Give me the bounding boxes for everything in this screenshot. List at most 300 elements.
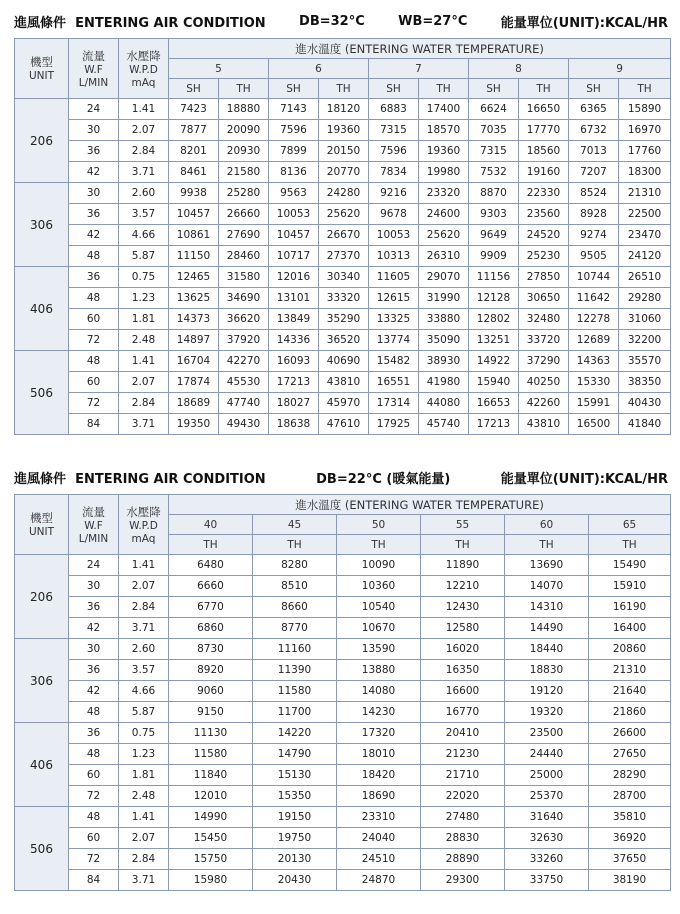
cooling-title-en: ENTERING AIR CONDITION [75, 15, 266, 31]
table-row [15, 183, 671, 204]
value-cell: 19120 [505, 681, 589, 702]
flow-cell: 36 [69, 204, 119, 225]
value-cell: 21710 [421, 765, 505, 786]
table-row [15, 702, 671, 723]
temp-header: 5 [169, 59, 269, 79]
flow-cell: 24 [69, 555, 119, 576]
value-cell: 16970 [619, 120, 671, 141]
value-cell: 9649 [469, 225, 519, 246]
value-cell: 9909 [469, 246, 519, 267]
value-cell: 23560 [519, 204, 569, 225]
value-cell: 35570 [619, 351, 671, 372]
flow-cell: 72 [69, 330, 119, 351]
flow-cell: 72 [69, 849, 119, 870]
value-cell: 8730 [169, 639, 253, 660]
value-cell: 21860 [589, 702, 671, 723]
flow-cell: 36 [69, 597, 119, 618]
wpd-cell: 2.60 [119, 639, 169, 660]
value-cell: 13251 [469, 330, 519, 351]
value-cell: 14310 [505, 597, 589, 618]
table-row [15, 786, 671, 807]
value-cell: 10744 [569, 267, 619, 288]
value-cell: 45530 [219, 372, 269, 393]
value-cell: 12210 [421, 576, 505, 597]
flow-cell: 30 [69, 576, 119, 597]
value-cell: 20930 [219, 141, 269, 162]
value-cell: 10457 [269, 225, 319, 246]
value-cell: 25280 [219, 183, 269, 204]
value-cell: 26670 [319, 225, 369, 246]
value-cell: 16400 [589, 618, 671, 639]
unit-cell: 206 [15, 99, 69, 183]
value-cell: 12278 [569, 309, 619, 330]
wpd-cell: 1.81 [119, 309, 169, 330]
wpd-cell: 1.81 [119, 765, 169, 786]
flow-cell: 84 [69, 414, 119, 435]
heating-db: DB=22°C (暖氣能量) [316, 471, 451, 487]
th-header: TH [419, 79, 469, 99]
value-cell: 14990 [169, 807, 253, 828]
th-header: TH [337, 535, 421, 555]
value-cell: 8280 [253, 555, 337, 576]
value-cell: 8928 [569, 204, 619, 225]
value-cell: 20150 [319, 141, 369, 162]
value-cell: 14897 [169, 330, 219, 351]
value-cell: 38190 [589, 870, 671, 891]
value-cell: 44080 [419, 393, 469, 414]
cooling-title-zh: 進風條件 [14, 15, 67, 31]
value-cell: 12465 [169, 267, 219, 288]
value-cell: 17213 [269, 372, 319, 393]
value-cell: 8510 [253, 576, 337, 597]
value-cell: 36620 [219, 309, 269, 330]
flow-cell: 36 [69, 267, 119, 288]
value-cell: 35290 [319, 309, 369, 330]
table-row [15, 288, 671, 309]
value-cell: 8770 [253, 618, 337, 639]
cooling-table [14, 38, 671, 435]
value-cell: 33880 [419, 309, 469, 330]
wpd-cell: 2.07 [119, 576, 169, 597]
flow-cell: 42 [69, 618, 119, 639]
th-header: TH [169, 535, 253, 555]
value-cell: 24870 [337, 870, 421, 891]
value-cell: 9060 [169, 681, 253, 702]
value-cell: 21230 [421, 744, 505, 765]
value-cell: 32630 [505, 828, 589, 849]
wpd-cell: 3.71 [119, 414, 169, 435]
table-row [15, 660, 671, 681]
sh-header: SH [269, 79, 319, 99]
value-cell: 37650 [589, 849, 671, 870]
th-header: TH [619, 79, 671, 99]
wpd-cell: 5.87 [119, 246, 169, 267]
heating-title-zh: 進風條件 [14, 471, 67, 487]
value-cell: 47740 [219, 393, 269, 414]
value-cell: 18830 [505, 660, 589, 681]
value-cell: 15910 [589, 576, 671, 597]
value-cell: 6883 [369, 99, 419, 120]
value-cell: 7315 [369, 120, 419, 141]
cooling-title [14, 12, 266, 31]
value-cell: 7899 [269, 141, 319, 162]
value-cell: 25000 [505, 765, 589, 786]
value-cell: 18420 [337, 765, 421, 786]
cooling-wb: WB=27°C [398, 13, 468, 29]
value-cell: 15490 [589, 555, 671, 576]
value-cell: 6660 [169, 576, 253, 597]
value-cell: 34690 [219, 288, 269, 309]
unit-cell: 406 [15, 267, 69, 351]
value-cell: 15940 [469, 372, 519, 393]
wpd-cell: 2.84 [119, 597, 169, 618]
flow-cell: 30 [69, 183, 119, 204]
table-row [15, 246, 671, 267]
value-cell: 27370 [319, 246, 369, 267]
temp-header: 65 [589, 515, 671, 535]
value-cell: 19360 [319, 120, 369, 141]
value-cell: 13325 [369, 309, 419, 330]
flow-cell: 48 [69, 702, 119, 723]
value-cell: 20410 [421, 723, 505, 744]
value-cell: 7596 [269, 120, 319, 141]
value-cell: 24280 [319, 183, 369, 204]
value-cell: 30340 [319, 267, 369, 288]
flow-cell: 42 [69, 681, 119, 702]
wpd-cell: 2.48 [119, 330, 169, 351]
flow-cell: 60 [69, 309, 119, 330]
value-cell: 14080 [337, 681, 421, 702]
wpd-cell: 1.41 [119, 99, 169, 120]
value-cell: 19750 [253, 828, 337, 849]
header-wpd: 水壓降 W.P.D mAq [119, 39, 169, 99]
value-cell: 32480 [519, 309, 569, 330]
value-cell: 16093 [269, 351, 319, 372]
value-cell: 28290 [589, 765, 671, 786]
value-cell: 14373 [169, 309, 219, 330]
value-cell: 11700 [253, 702, 337, 723]
value-cell: 18690 [337, 786, 421, 807]
th-header: TH [219, 79, 269, 99]
table-row [15, 576, 671, 597]
value-cell: 10053 [269, 204, 319, 225]
value-cell: 10717 [269, 246, 319, 267]
value-cell: 22020 [421, 786, 505, 807]
value-cell: 17874 [169, 372, 219, 393]
value-cell: 18010 [337, 744, 421, 765]
value-cell: 18638 [269, 414, 319, 435]
value-cell: 16704 [169, 351, 219, 372]
value-cell: 13690 [505, 555, 589, 576]
value-cell: 43810 [519, 414, 569, 435]
value-cell: 18880 [219, 99, 269, 120]
table-row [15, 225, 671, 246]
value-cell: 12689 [569, 330, 619, 351]
value-cell: 28700 [589, 786, 671, 807]
value-cell: 12010 [169, 786, 253, 807]
wpd-cell: 3.71 [119, 870, 169, 891]
unit-cell: 506 [15, 807, 69, 891]
table-row [15, 162, 671, 183]
flow-cell: 60 [69, 372, 119, 393]
table-row [15, 99, 671, 120]
value-cell: 8201 [169, 141, 219, 162]
flow-cell: 84 [69, 870, 119, 891]
heating-title-row [14, 466, 670, 488]
value-cell: 16653 [469, 393, 519, 414]
value-cell: 37290 [519, 351, 569, 372]
value-cell: 18689 [169, 393, 219, 414]
value-cell: 11150 [169, 246, 219, 267]
value-cell: 25370 [505, 786, 589, 807]
value-cell: 41980 [419, 372, 469, 393]
header-unit: 機型 UNIT [15, 495, 69, 555]
value-cell: 25620 [419, 225, 469, 246]
value-cell: 23310 [337, 807, 421, 828]
wpd-cell: 3.57 [119, 660, 169, 681]
value-cell: 32200 [619, 330, 671, 351]
flow-cell: 42 [69, 162, 119, 183]
temp-header: 9 [569, 59, 671, 79]
value-cell: 15750 [169, 849, 253, 870]
th-header: TH [319, 79, 369, 99]
value-cell: 7143 [269, 99, 319, 120]
flow-cell: 48 [69, 351, 119, 372]
value-cell: 15890 [619, 99, 671, 120]
value-cell: 22330 [519, 183, 569, 204]
header-flow: 流量 W.F L/MIN [69, 39, 119, 99]
value-cell: 13880 [337, 660, 421, 681]
value-cell: 15130 [253, 765, 337, 786]
value-cell: 42260 [519, 393, 569, 414]
table-row [15, 555, 671, 576]
value-cell: 38350 [619, 372, 671, 393]
value-cell: 24120 [619, 246, 671, 267]
value-cell: 14220 [253, 723, 337, 744]
heating-table [14, 494, 671, 891]
value-cell: 7834 [369, 162, 419, 183]
header-unit: 機型 UNIT [15, 39, 69, 99]
wpd-cell: 2.84 [119, 393, 169, 414]
value-cell: 18027 [269, 393, 319, 414]
value-cell: 16190 [589, 597, 671, 618]
flow-cell: 30 [69, 120, 119, 141]
table-row [15, 807, 671, 828]
value-cell: 26510 [619, 267, 671, 288]
value-cell: 29070 [419, 267, 469, 288]
wpd-cell: 3.71 [119, 162, 169, 183]
value-cell: 7035 [469, 120, 519, 141]
value-cell: 35090 [419, 330, 469, 351]
unit-cell: 506 [15, 351, 69, 435]
value-cell: 13625 [169, 288, 219, 309]
value-cell: 33750 [505, 870, 589, 891]
wpd-cell: 0.75 [119, 723, 169, 744]
wpd-cell: 2.07 [119, 828, 169, 849]
value-cell: 14490 [505, 618, 589, 639]
value-cell: 10670 [337, 618, 421, 639]
unit-cell: 306 [15, 639, 69, 723]
value-cell: 17314 [369, 393, 419, 414]
value-cell: 9678 [369, 204, 419, 225]
value-cell: 38930 [419, 351, 469, 372]
value-cell: 21580 [219, 162, 269, 183]
table-row [15, 393, 671, 414]
value-cell: 7423 [169, 99, 219, 120]
value-cell: 35810 [589, 807, 671, 828]
flow-cell: 48 [69, 246, 119, 267]
value-cell: 36920 [589, 828, 671, 849]
value-cell: 15330 [569, 372, 619, 393]
temp-header: 6 [269, 59, 369, 79]
value-cell: 31060 [619, 309, 671, 330]
value-cell: 9274 [569, 225, 619, 246]
value-cell: 6624 [469, 99, 519, 120]
value-cell: 13849 [269, 309, 319, 330]
heating-capacity-unit: 能量單位(UNIT):KCAL/HR [500, 471, 668, 487]
flow-cell: 30 [69, 639, 119, 660]
value-cell: 7877 [169, 120, 219, 141]
value-cell: 33260 [505, 849, 589, 870]
wpd-cell: 2.84 [119, 141, 169, 162]
value-cell: 10360 [337, 576, 421, 597]
value-cell: 19160 [519, 162, 569, 183]
header-flow: 流量 W.F L/MIN [69, 495, 119, 555]
table-row [15, 267, 671, 288]
value-cell: 28890 [421, 849, 505, 870]
value-cell: 27480 [421, 807, 505, 828]
flow-cell: 42 [69, 225, 119, 246]
flow-cell: 72 [69, 393, 119, 414]
value-cell: 33320 [319, 288, 369, 309]
value-cell: 23320 [419, 183, 469, 204]
value-cell: 10313 [369, 246, 419, 267]
value-cell: 20770 [319, 162, 369, 183]
value-cell: 12802 [469, 309, 519, 330]
value-cell: 13101 [269, 288, 319, 309]
th-header: TH [253, 535, 337, 555]
value-cell: 28830 [421, 828, 505, 849]
table-row [15, 765, 671, 786]
value-cell: 28460 [219, 246, 269, 267]
value-cell: 31580 [219, 267, 269, 288]
table-row [15, 372, 671, 393]
value-cell: 40690 [319, 351, 369, 372]
value-cell: 29280 [619, 288, 671, 309]
value-cell: 27850 [519, 267, 569, 288]
cooling-section [14, 10, 670, 435]
heating-title-en: ENTERING AIR CONDITION [75, 471, 266, 487]
wpd-cell: 1.23 [119, 744, 169, 765]
value-cell: 14336 [269, 330, 319, 351]
cooling-db: DB=32°C [299, 13, 365, 29]
value-cell: 20860 [589, 639, 671, 660]
value-cell: 14790 [253, 744, 337, 765]
value-cell: 20430 [253, 870, 337, 891]
value-cell: 13590 [337, 639, 421, 660]
value-cell: 16551 [369, 372, 419, 393]
value-cell: 18120 [319, 99, 369, 120]
value-cell: 49430 [219, 414, 269, 435]
flow-cell: 60 [69, 765, 119, 786]
header-wpd: 水壓降 W.P.D mAq [119, 495, 169, 555]
value-cell: 12430 [421, 597, 505, 618]
value-cell: 16600 [421, 681, 505, 702]
value-cell: 24040 [337, 828, 421, 849]
value-cell: 10090 [337, 555, 421, 576]
value-cell: 45740 [419, 414, 469, 435]
value-cell: 26600 [589, 723, 671, 744]
temp-header: 60 [505, 515, 589, 535]
value-cell: 10540 [337, 597, 421, 618]
value-cell: 7532 [469, 162, 519, 183]
value-cell: 17925 [369, 414, 419, 435]
value-cell: 20090 [219, 120, 269, 141]
value-cell: 27690 [219, 225, 269, 246]
value-cell: 9938 [169, 183, 219, 204]
value-cell: 47610 [319, 414, 369, 435]
unit-cell: 206 [15, 555, 69, 639]
value-cell: 11160 [253, 639, 337, 660]
value-cell: 24440 [505, 744, 589, 765]
value-cell: 37920 [219, 330, 269, 351]
value-cell: 15980 [169, 870, 253, 891]
value-cell: 30650 [519, 288, 569, 309]
value-cell: 23500 [505, 723, 589, 744]
value-cell: 31990 [419, 288, 469, 309]
flow-cell: 36 [69, 660, 119, 681]
header-ewt: 進水溫度 (ENTERING WATER TEMPERATURE) [169, 39, 671, 59]
value-cell: 14070 [505, 576, 589, 597]
wpd-cell: 2.48 [119, 786, 169, 807]
value-cell: 6732 [569, 120, 619, 141]
table-row [15, 618, 671, 639]
value-cell: 36520 [319, 330, 369, 351]
sh-header: SH [169, 79, 219, 99]
temp-header: 7 [369, 59, 469, 79]
table-row [15, 681, 671, 702]
value-cell: 19350 [169, 414, 219, 435]
cooling-capacity-unit: 能量單位(UNIT):KCAL/HR [500, 15, 668, 31]
th-header: TH [505, 535, 589, 555]
value-cell: 15350 [253, 786, 337, 807]
value-cell: 11580 [169, 744, 253, 765]
value-cell: 16650 [519, 99, 569, 120]
table-row [15, 309, 671, 330]
flow-cell: 60 [69, 828, 119, 849]
value-cell: 17400 [419, 99, 469, 120]
table-row [15, 597, 671, 618]
value-cell: 8920 [169, 660, 253, 681]
value-cell: 16350 [421, 660, 505, 681]
value-cell: 17770 [519, 120, 569, 141]
value-cell: 12615 [369, 288, 419, 309]
value-cell: 29300 [421, 870, 505, 891]
value-cell: 45970 [319, 393, 369, 414]
value-cell: 16020 [421, 639, 505, 660]
value-cell: 11840 [169, 765, 253, 786]
th-header: TH [589, 535, 671, 555]
flow-cell: 36 [69, 723, 119, 744]
value-cell: 11605 [369, 267, 419, 288]
value-cell: 9150 [169, 702, 253, 723]
wpd-cell: 2.84 [119, 849, 169, 870]
flow-cell: 48 [69, 744, 119, 765]
value-cell: 8461 [169, 162, 219, 183]
wpd-cell: 2.07 [119, 120, 169, 141]
value-cell: 8870 [469, 183, 519, 204]
temp-header: 55 [421, 515, 505, 535]
